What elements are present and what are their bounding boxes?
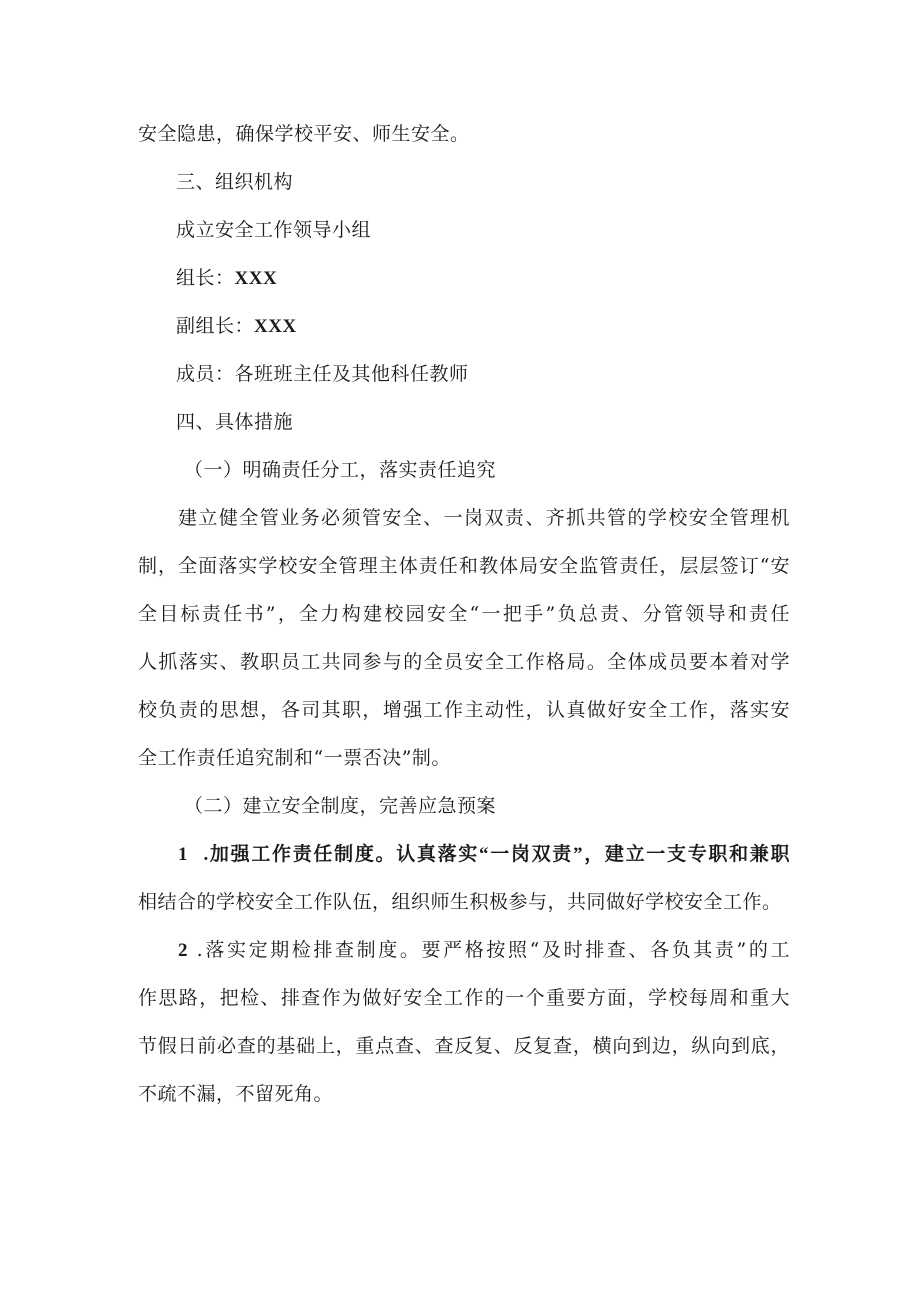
paragraph-line [138,830,790,878]
document-body [138,110,790,1118]
subheading-safety-system: （二）建立安全制度，完善应急预案 [184,795,497,817]
item-number: 1 [178,844,188,865]
subheading-responsibility: （一）明确责任分工，落实责任追究 [184,459,497,481]
text-line: 成立安全工作领导小组 [176,219,372,241]
leader-value: XXX [234,268,278,289]
list-item-1 [138,830,790,926]
paragraph-line: 建立健全管业务必须管安全、一岗双责、齐抓共管的学校安全管理机 [178,507,790,529]
item-text: .加强工作责任制度。认真落实“一岗双责”，建立一支专职和兼职 [203,844,790,865]
paragraph-line: 校负责的思想，各司其职，增强工作主动性，认真做好安全工作，落实安 [138,699,790,721]
text-line: 安全隐患，确保学校平安、师生安全。 [138,123,470,145]
leader-line [138,254,790,302]
deputy-leader-value: XXX [254,316,297,337]
paragraph-line: 全工作责任追究制和“一票否决”制。 [138,747,451,769]
deputy-leader-line [138,302,790,350]
paragraph-line: 人抓落实、教职员工共同参与的全员安全工作格局。全体成员要本着对学 [138,651,790,673]
section-heading-measures: 四、具体措施 [176,411,294,433]
members-line: 成员：各班班主任及其他科任教师 [176,363,469,385]
paragraph-line: 全目标责任书”，全力构建校园安全“一把手”负总责、分管领导和责任 [138,603,790,625]
paragraph-line: 节假日前必查的基础上，重点查、查反复、反复查，横向到边，纵向到底， [138,1035,790,1057]
list-item-2 [138,926,790,1118]
item-number: 2 [178,940,188,961]
paragraph-line: 相结合的学校安全工作队伍，组织师生积极参与，共同做好学校安全工作。 [138,891,782,913]
leader-label: 组长： [176,267,235,289]
paragraph-line: 作思路，把检、排查作为做好安全工作的一个重要方面，学校每周和重大 [138,987,790,1009]
paragraph-line: 制，全面落实学校安全管理主体责任和教体局安全监管责任，层层签订“安 [138,555,790,577]
item-text: .落实定期检排查制度。要严格按照“及时排查、各负其责”的工 [196,939,791,961]
paragraph-responsibility [138,494,790,782]
paragraph-line [138,926,790,974]
deputy-leader-label: 副组长： [176,315,255,337]
section-heading-organization: 三、组织机构 [176,171,294,193]
paragraph-line: 不疏不漏，不留死角。 [138,1083,334,1105]
